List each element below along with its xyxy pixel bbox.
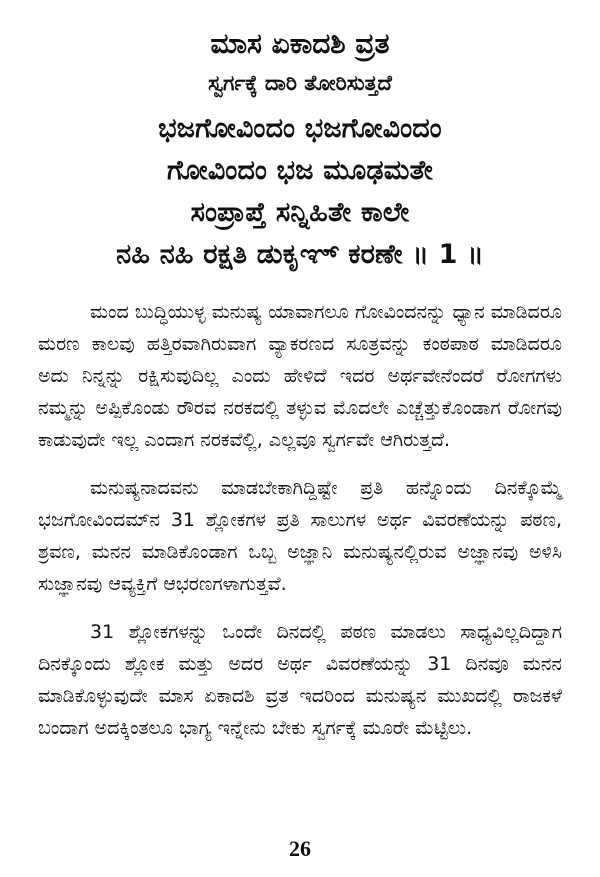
page-number: 26 [289, 836, 311, 861]
body-text [38, 296, 562, 744]
verse-block [38, 108, 562, 276]
paragraph: ಮನುಷ್ಯನಾದವನು ಮಾಡಬೇಕಾಗಿದ್ದಿಷ್ಟೇ ಪ್ರತಿ ಹನ್ನೊಂದು ದಿನಕ್ಕೊಮ್ಮೆ ಭಜಗೋವಿಂದಮ್‌ನ 31 ಶ್ಲೋಕಗಳ ಪ್ರತಿ ಸಾಲುಗಳ ಅರ್ಥ ವಿವರಣೆಯನ್ನು ಪಠಣ, ಶ್ರವಣ, ಮನನ ಮಾಡಿಕೊಂಡಾಗ ಒಬ್ಬ ಅಜ್ಞಾನಿ ಮನುಷ್ಯನಲ್ಲಿರುವ ಅಜ್ಞಾನವು ಅಳಿಸಿ ಸುಜ್ಞಾನವು ಆವ್ಯಕ್ತಿಗೆ ಆಭರಣಗಳಾಗುತ್ತವೆ. [38, 477, 562, 595]
verse-line: ಸಂಪ್ರಾಪ್ತೆ ಸನ್ನಿಹಿತೇ ಕಾಲೇ [190, 197, 410, 228]
paragraph: ಮಂದ ಬುದ್ಧಿಯುಳ್ಳ ಮನುಷ್ಯ ಯಾವಾಗಲೂ ಗೋವಿಂದನನ್ನು ಧ್ಯಾನ ಮಾಡಿದರೂ ಮರಣ ಕಾಲವು ಹತ್ತಿರವಾಗಿರುವಾಗ ವ್ಯಾಕರಣದ ಸೂತ್ರವನ್ನು ಕಂಠಪಾಠ ಮಾಡಿದರೂ ಅದು ನಿನ್ನನ್ನು ರಕ್ಷಿಸುವುದಿಲ್ಲ ಎಂದು ಹೇಳಿದೆ ಇದರ ಅರ್ಥವೇನೆಂದರೆ ರೋಗಗಳು ನಮ್ಮನ್ನು ಅಪ್ಪಿಕೊಂಡು ರೌರವ ನರಕದಲ್ಲಿ ತಳ್ಳುವ ಮೊದಲೇ ಎಚ್ಚೆತ್ತುಕೊಂಡಾಗ ರೋಗವು ಕಾಡುವುದೇ ಇಲ್ಲ ಎಂದಾಗ ನರಕವೆಲ್ಲಿ, ಎಲ್ಲವೂ ಸ್ವರ್ಗವೇ ಆಗಿರುತ್ತದೆ. [38, 301, 562, 451]
verse-line: ಭಜಗೋವಿಂದಂ ಭಜಗೋವಿಂದಂ [158, 113, 442, 144]
verse-line: ಗೋವಿಂದಂ ಭಜ ಮೂಢಮತೇ [167, 155, 433, 186]
paragraph: 31 ಶ್ಲೋಕಗಳನ್ನು ಒಂದೇ ದಿನದಲ್ಲಿ ಪಠಣ ಮಾಡಲು ಸಾಧ್ಯವಿಲ್ಲದಿದ್ದಾಗ ದಿನಕ್ಕೊಂದು ಶ್ಲೋಕ ಮತ್ತು ಅದರ ಅರ್ಥ ವಿವರಣೆಯನ್ನು 31 ದಿನವೂ ಮನನ ಮಾಡಿಕೊಳ್ಳುವುದೇ ಮಾಸ ಏಕಾದಶಿ ವ್ರತ ಇದರಿಂದ ಮನುಷ್ಯನ ಮುಖದಲ್ಲಿ ರಾಜಕಳೆ ಬಂದಾಗ ಅದಕ್ಕಿಂತಲೂ ಭಾಗ್ಯ ಇನ್ನೇನು ಬೇಕು ಸ್ವರ್ಗಕ್ಕೆ ಮೂರೇ ಮೆಟ್ಟಿಲು. [38, 621, 562, 739]
verse-line: ನಹಿ ನಹಿ ರಕ್ಷತಿ ಡುಕೃಞ್ ಕರಣೇ ॥ 1 ॥ [116, 239, 484, 270]
page-title: ಮಾಸ ಏಕಾದಶಿ ವ್ರತ [210, 27, 390, 60]
page-subtitle: ಸ್ವರ್ಗಕ್ಕೆ ದಾರಿ ತೋರಿಸುತ್ತದೆ [208, 71, 392, 95]
